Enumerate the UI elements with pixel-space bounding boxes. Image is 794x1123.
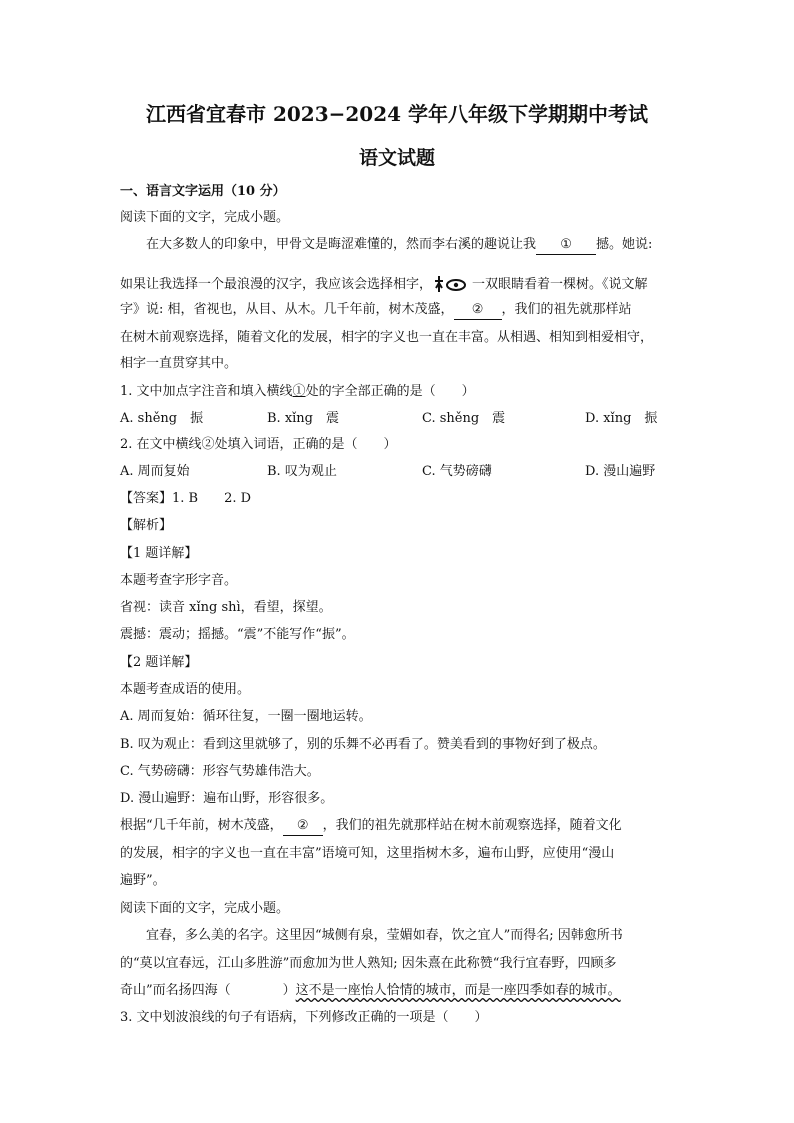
- reason-text: ，我们的祖先就那样站在树木前观察选择，随着文化: [322, 818, 622, 833]
- wavy-underlined-sentence: 这不是一座怡人恰情的城市，而是一座四季如春的城市。: [295, 983, 621, 998]
- passage-text: 字》说: 相，省视也，从目、从木。几千年前，树木茂盛，: [120, 302, 454, 317]
- passage-line: [120, 982, 621, 1000]
- option-a: A. 周而复始: [120, 464, 190, 479]
- detail-2-line: C. 气势磅礴：形容气势雄伟浩大。: [120, 764, 320, 779]
- passage-text: 如果让我选择一个最浪漫的汉字，我应该会选择相字，: [120, 277, 433, 292]
- option-d: D. 漫山遍野: [585, 464, 656, 479]
- passage-line: 相字一直贯穿其中。: [120, 356, 238, 371]
- detail-1-line: 本题考查字形字音。: [120, 573, 238, 588]
- option-c: C. shěng 震: [422, 411, 506, 426]
- detail-1-label: 【1 题详解】: [120, 546, 198, 561]
- detail-2-label: 【2 题详解】: [120, 655, 198, 670]
- reason-line: [120, 817, 622, 836]
- detail-2-line: D. 漫山遍野：遍布山野，形容很多。: [120, 791, 334, 806]
- passage-line: 的“莫以宜春远，江山多胜游”而愈加为世人熟知; 因朱熹在此称赞“我行宜春野，四顾多: [120, 956, 617, 971]
- passage-text: 一双眼睛看着一棵树。《说文解: [472, 277, 648, 292]
- analysis-label: 【解析】: [120, 518, 173, 533]
- passage-line: 宜春，多么美的名字。这里因“城侧有泉，莹媚如春，饮之宜人”而得名; 因韩愈所书: [146, 928, 623, 943]
- passage-line: 在树木前观察选择，随着文化的发展，相字的字义也一直在丰富。从相遇、相知到相爱相守，: [120, 330, 654, 345]
- option-b: B. 叹为观止: [267, 464, 337, 479]
- option-d: D. xǐng 振: [585, 411, 658, 426]
- passage-text: ，我们的祖先就那样站: [501, 302, 632, 317]
- passage-text: 撼。她说:: [596, 237, 653, 252]
- section-heading: 一、语言文字运用（10 分）: [120, 184, 286, 199]
- passage-line: [146, 236, 652, 255]
- passage-text: 奇山”而名扬四海（ ）: [120, 983, 296, 998]
- option-b: B. xǐng 震: [267, 411, 340, 426]
- question-text: 1. 文中加点字注音和填入横线: [120, 384, 293, 399]
- page-subtitle: 语文试题: [358, 147, 435, 169]
- blank-2: ②: [454, 301, 502, 320]
- read-instruction: 阅读下面的文字，完成小题。: [120, 210, 290, 225]
- detail-2-line: B. 叹为观止：看到这里就够了，别的乐舞不必再看了。赞美看到的事物好到了极点。: [120, 737, 606, 752]
- read-instruction: 阅读下面的文字，完成小题。: [120, 901, 290, 916]
- oracle-bone-glyph-icon: [434, 272, 470, 294]
- option-c: C. 气势磅礴: [422, 464, 492, 479]
- passage-line: [120, 301, 632, 320]
- question-mark: ①: [292, 384, 306, 399]
- detail-2-line: 本题考查成语的使用。: [120, 682, 251, 697]
- option-a: A. shěng 振: [120, 411, 204, 426]
- answer-line: 【答案】1. B 2. D: [120, 491, 252, 506]
- reason-text: 根据“几千年前，树木茂盛，: [120, 818, 283, 833]
- passage-text: 在大多数人的印象中，甲骨文是晦涩难懂的，然而李右溪的趣说让我: [146, 237, 537, 252]
- blank-2-ref: ②: [283, 817, 323, 836]
- detail-1-line: 震撼：震动；摇撼。“震”不能写作“振”。: [120, 627, 355, 642]
- passage-line: [120, 272, 648, 294]
- reason-line: 的发展，相字的字义也一直在丰富”语境可知，这里指树木多，遍布山野，应使用“漫山: [120, 846, 615, 861]
- detail-1-line: 省视：读音 xǐng shì，看望，探望。: [120, 600, 332, 615]
- blank-1: ①: [536, 236, 596, 255]
- question-3-stem: 3. 文中划波浪线的句子有语病，下列修改正确的一项是（ ）: [120, 1010, 488, 1025]
- question-text: 处的字全部正确的是（ ）: [305, 384, 475, 399]
- question-2-stem: 2. 在文中横线②处填入词语，正确的是（ ）: [120, 437, 397, 452]
- detail-2-line: A. 周而复始：循环往复，一圈一圈地运转。: [120, 709, 372, 724]
- question-1-stem: [120, 383, 475, 401]
- reason-line: 遍野”。: [120, 873, 166, 888]
- page-title: 江西省宜春市 2023−2024 学年八年级下学期期中考试: [145, 102, 648, 126]
